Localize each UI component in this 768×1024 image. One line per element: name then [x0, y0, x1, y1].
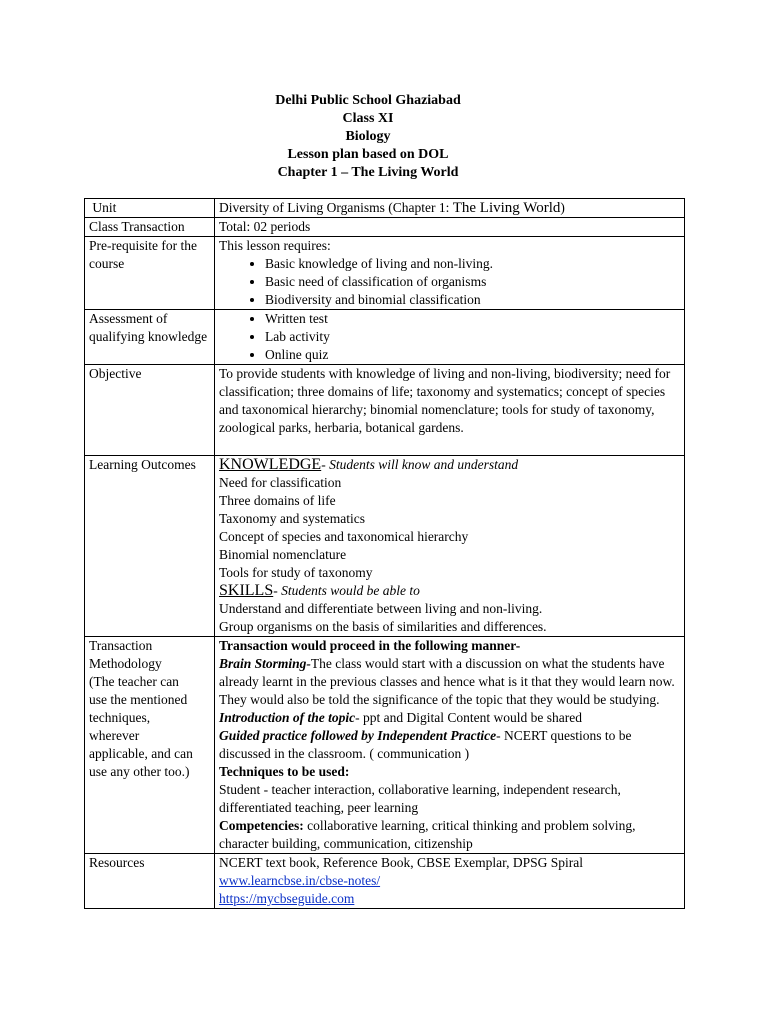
skills-subheading: - Students would be able to [273, 583, 420, 598]
list-item: Understand and differentiate between living and non-living. [219, 601, 543, 616]
introduction-text: - ppt and Digital Content would be shared [355, 710, 582, 725]
introduction-heading: Introduction of the topic [219, 710, 356, 725]
brain-storming-heading: Brain Storming- [219, 656, 311, 671]
list-item: • Basic need of classification of organisms [265, 273, 680, 291]
list-item: • Basic knowledge of living and non-living. [265, 255, 680, 273]
list-item: Tools for study of taxonomy [219, 565, 373, 580]
row-transaction [85, 637, 685, 854]
objective-text: To provide students with knowledge of living and non-living, biodiversity; need for classification; three domains of life; taxonomy and systematics; concept of species and taxonomical hierarchy; binomial nomenclature; tools for study of taxonomy, zoological parks, herbaria, botanical gardens. [219, 366, 671, 435]
lesson-plan-table [84, 198, 685, 909]
brain-storming-text: The class would start with a discussion on what the students have already learnt in the previous classes and hence what is it that they would learn now. They would also be told the significance of the topic that they would be studying. [219, 656, 675, 707]
resources-text: NCERT text book, Reference Book, CBSE Exemplar, DPSG Spiral [219, 855, 583, 870]
resources-label: Resources [85, 854, 215, 909]
list-item: Need for classification [219, 475, 342, 490]
list-item: • Online quiz [265, 346, 680, 364]
assessment-label: Assessment of qualifying knowledge [85, 310, 215, 365]
list-item: Group organisms on the basis of similarities and differences. [219, 619, 547, 634]
transaction-label: Transaction Methodology (The teacher can use the mentioned techniques, wherever applicable, and can use any other too.) [85, 637, 215, 854]
list-item: Taxonomy and systematics [219, 511, 366, 526]
row-prerequisite [85, 237, 685, 310]
list-item: Concept of species and taxonomical hierarchy [219, 529, 469, 544]
unit-value: Diversity of Living Organisms (Chapter 1: The Living World) [215, 199, 685, 218]
guided-practice-text: - NCERT questions to be discussed in the classroom. ( communication ) [219, 728, 632, 761]
learning-outcomes-label: Learning Outcomes [85, 456, 215, 637]
prerequisite-list [219, 255, 680, 309]
competencies-text: collaborative learning, critical thinking and problem solving, character building, communication, citizenship [219, 818, 636, 851]
list-item: • Written test [265, 310, 680, 328]
transaction-value [215, 637, 685, 854]
prerequisite-intro: This lesson requires: [219, 238, 331, 253]
row-learning-outcomes [85, 456, 685, 637]
resources-value [215, 854, 685, 909]
row-resources [85, 854, 685, 909]
prerequisite-value [215, 237, 685, 310]
learning-outcomes-value [215, 456, 685, 637]
class-name: Class XI [342, 111, 394, 126]
unit-emphasis: The Living World [452, 200, 561, 216]
guided-practice-heading: Guided practice followed by Independent Practice [219, 728, 497, 743]
prerequisite-label: Pre-requisite for the course [85, 237, 215, 310]
row-objective [85, 365, 685, 456]
knowledge-subheading: - Students will know and understand [321, 457, 519, 472]
transaction-heading: Transaction would proceed in the following manner- [219, 638, 521, 653]
techniques-heading: Techniques to be used: [219, 764, 350, 779]
row-assessment [85, 310, 685, 365]
competencies-heading: Competencies: [219, 818, 304, 833]
unit-label: Unit [85, 199, 215, 218]
school-name: Delhi Public School Ghaziabad [275, 93, 461, 108]
techniques-text: Student - teacher interaction, collaborative learning, independent research, differentiated teaching, peer learning [219, 782, 621, 815]
row-unit [85, 199, 685, 218]
class-transaction-value: Total: 02 periods [215, 218, 685, 237]
mycbseguide-link[interactable]: https://mycbseguide.com [219, 891, 355, 906]
list-item: • Biodiversity and binomial classification [265, 291, 680, 309]
assessment-list [219, 310, 680, 364]
objective-value [215, 365, 685, 456]
document-header [0, 92, 736, 182]
list-item: • Lab activity [265, 328, 680, 346]
chapter-title: Chapter 1 – The Living World [277, 165, 459, 180]
list-item: Binomial nomenclature [219, 547, 347, 562]
assessment-value [215, 310, 685, 365]
objective-label: Objective [85, 365, 215, 456]
list-item: Three domains of life [219, 493, 336, 508]
class-transaction-label: Class Transaction [85, 218, 215, 237]
plan-title: Lesson plan based on DOL [287, 147, 449, 162]
learncbse-link[interactable]: www.learncbse.in/cbse-notes/ [219, 873, 381, 888]
skills-heading: SKILLS [219, 582, 274, 599]
row-class-transaction [85, 218, 685, 237]
subject-name: Biology [345, 129, 391, 144]
knowledge-heading: KNOWLEDGE [219, 456, 322, 473]
